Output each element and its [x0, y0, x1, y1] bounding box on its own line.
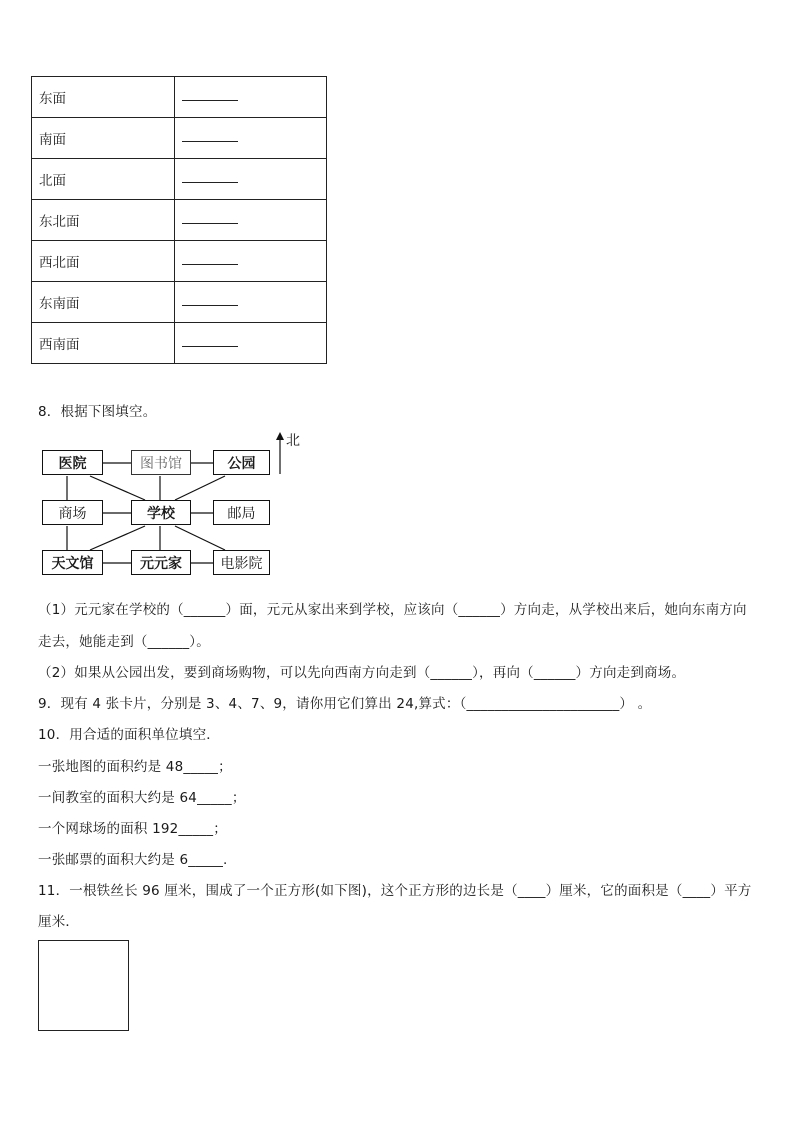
answer-blank[interactable] — [182, 254, 238, 265]
connector-line — [175, 526, 225, 550]
table-cell-blank — [175, 282, 327, 323]
table-cell-direction: 西北面 — [32, 241, 175, 282]
table-cell-direction: 东面 — [32, 77, 175, 118]
question-8-part-1-line-2: 走去，她能走到（______）。 — [38, 634, 210, 650]
answer-blank[interactable] — [182, 172, 238, 183]
answer-blank[interactable] — [182, 336, 238, 347]
map-node-cinema: 电影院 — [213, 550, 270, 575]
table-row — [32, 77, 327, 118]
connector-line — [90, 476, 145, 500]
connector-line — [90, 526, 145, 550]
question-10-line: 一张邮票的面积大约是 6_____. — [38, 852, 228, 868]
question-10-line: 一个网球场的面积 192_____； — [38, 821, 227, 837]
map-node-park: 公园 — [213, 450, 270, 475]
table-row — [32, 200, 327, 241]
north-arrow-icon — [276, 432, 284, 474]
table-cell-direction: 东北面 — [32, 200, 175, 241]
map-node-school: 学校 — [131, 500, 191, 525]
table-row — [32, 159, 327, 200]
question-9: 9．现有 4 张卡片，分别是 3、4、7、9，请你用它们算出 24,算式：（______________________） 。 — [38, 696, 652, 712]
question-8-title: 8．根据下图填空。 — [38, 404, 157, 420]
table-cell-blank — [175, 200, 327, 241]
square-figure — [38, 940, 129, 1031]
answer-blank[interactable] — [182, 90, 238, 101]
table-cell-blank — [175, 323, 327, 364]
question-10-title: 10．用合适的面积单位填空． — [38, 727, 220, 743]
table-cell-direction: 西南面 — [32, 323, 175, 364]
map-node-library: 图书馆 — [131, 450, 191, 475]
table-row — [32, 282, 327, 323]
table-cell-blank — [175, 159, 327, 200]
question-8-part-1-line-1: （1）元元家在学校的（______）面，元元从家出来到学校，应该向（______）方向走，从学校出来后，她向东南方向 — [38, 602, 747, 618]
question-10-line: 一间教室的面积大约是 64_____； — [38, 790, 246, 806]
question-11-line-2: 厘米． — [38, 914, 80, 930]
table-cell-blank — [175, 241, 327, 282]
table-row — [32, 118, 327, 159]
map-node-hospital: 医院 — [42, 450, 103, 475]
north-label: 北 — [286, 433, 300, 449]
map-node-yuanyuan-home: 元元家 — [131, 550, 191, 575]
map-node-post-office: 邮局 — [213, 500, 270, 525]
question-10-line: 一张地图的面积约是 48_____； — [38, 759, 232, 775]
map-diagram — [40, 428, 305, 580]
question-8-part-2: （2）如果从公园出发，要到商场购物，可以先向西南方向走到（______），再向（______）方向走到商场。 — [38, 665, 686, 681]
table-cell-direction: 东南面 — [32, 282, 175, 323]
question-11-line-1: 11．一根铁丝长 96 厘米，围成了一个正方形(如下图)，这个正方形的边长是（____）厘米，它的面积是（____）平方 — [38, 883, 752, 899]
table-cell-blank — [175, 77, 327, 118]
table-cell-blank — [175, 118, 327, 159]
table-row — [32, 241, 327, 282]
table-cell-direction: 北面 — [32, 159, 175, 200]
connector-line — [175, 476, 225, 500]
answer-blank[interactable] — [182, 213, 238, 224]
map-node-observatory: 天文馆 — [42, 550, 103, 575]
table-row — [32, 323, 327, 364]
table-cell-direction: 南面 — [32, 118, 175, 159]
answer-blank[interactable] — [182, 295, 238, 306]
answer-blank[interactable] — [182, 131, 238, 142]
map-node-mall: 商场 — [42, 500, 103, 525]
direction-table — [31, 76, 327, 364]
